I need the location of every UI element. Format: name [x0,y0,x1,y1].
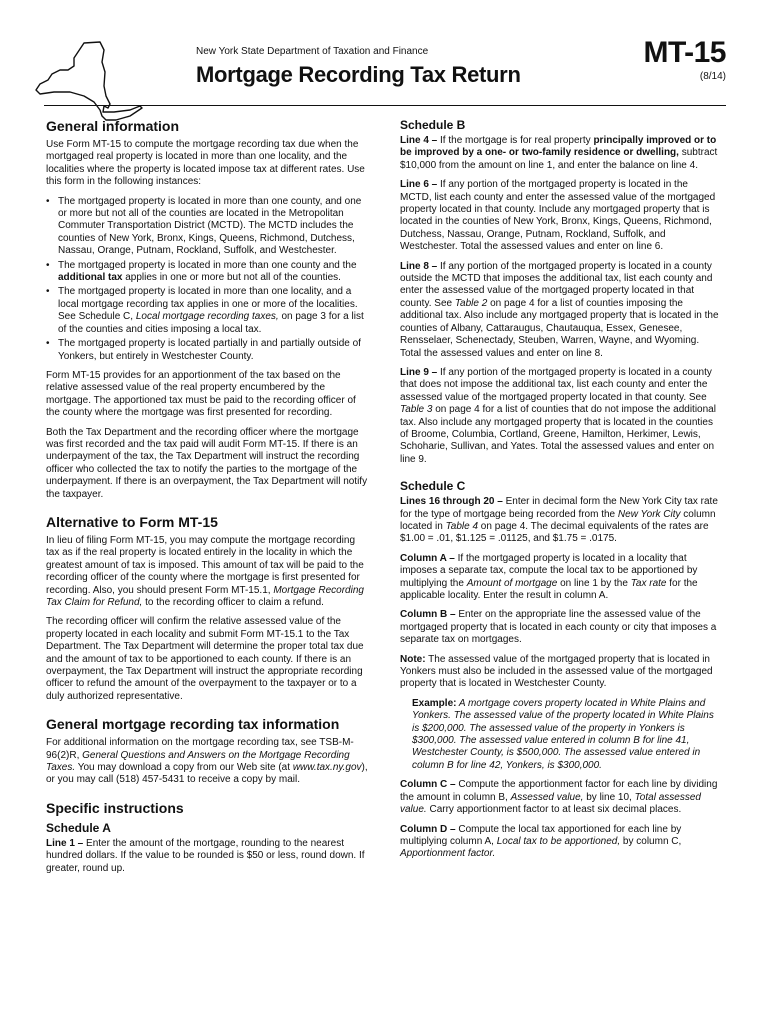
line-8-instruction: Line 8 – If any portion of the mortgaged property is located in a county outside the MCTD that imposes the additional tax, list each county and enter the assessed value of the mortgaged property located in that county. See Table 2 on page 4 for a list of counties imposing the additional tax. Also include any mortgaged property that is located in the counties of Albany, Cattaraugus, Chautauqua, Essex, Genesee, Rensselaer, Schenectady, Steuben, Warren, Wayne, and Wyoming. Total the assessed values and enter on line 8. [400,260,719,359]
new-york-state-map-icon [34,40,144,122]
gmrt-heading: General mortgage recording tax information [46,716,340,733]
schedule-c-heading: Schedule C [400,479,466,494]
schedule-b-heading: Schedule B [400,118,466,132]
form-revision: (8/14) [699,71,726,82]
alternative-paragraph-1: In lieu of filing Form MT-15, you may compute the mortgage recording tax as if the real property is located entirely in the locality in which the greatest amount of tax is imposed. This amount of tax will be paid to the recording officer of the county where the mortgage is first presented for recording. Also, you should present Form MT-15.1, Mortgage Recording Tax Claim for Refund, to the recording officer to claim a refund. [46,534,364,608]
header-divider [44,105,726,106]
department-name: New York State Department of Taxation and Finance [196,46,429,57]
general-apportionment-paragraph: Form MT-15 provides for an apportionment of the tax based on the relative assessed value of the real property encumbered by the mortgage. The apportioned tax must be paid to the recording officer of the county where the mortgage was first presented for recording. [46,369,356,419]
line-4-instruction: Line 4 – If the mortgage is for real property principally improved or to be improved by a one- or two-family residence or dwelling, subtract $10,000 from the amount on line 1, and enter the balance on line 4. [400,135,718,171]
instance-mctd: • The mortgaged property is located in more than one county, and one or more but not all of the counties are located in the Metropolitan Commuter Transportation District (MCTD). The MCTD includes the counties of New York, Bronx, Kings, Queens, Richmond, Dutchess, Nassau, Orange, Putnam, Rockland, Suffolk, and Westchester. [46,196,368,258]
website-link[interactable]: www.tax.ny.gov [292,762,362,774]
specific-instructions-heading: Specific instructions [46,799,184,816]
form-title: Mortgage Recording Tax Return [196,62,521,87]
instance-additional-tax: • The mortgaged property is located in more than one county and the additional tax applies in one or more but not all of the counties. [46,260,368,285]
instances-list [46,196,368,363]
column-a-instruction: Column A – If the mortgaged property is located in a locality that imposes a separate tax, compute the local tax to be apportioned by multiplying the Amount of mortgage on line 1 by the Tax rate for the applicable locality. Enter the result in column A. [400,552,698,601]
general-information-heading: General information [46,118,180,134]
column-d-instruction: Column D – Compute the local tax apportioned for each line by multiplying column A, Local tax to be apportioned, by column C, Apportionment factor. [400,823,682,860]
alternative-heading: Alternative to Form MT-15 [46,513,218,530]
line-6-instruction: Line 6 – If any portion of the mortgaged property is located in the MCTD, list each county and enter the assessed value of the mortgaged property located in that county. Include any mortgaged property that is located in the counties of New York, Bronx, Kings, Queens, Richmond, Dutchess, Nassau, Orange, Putnam, Rockland, Suffolk, and Westchester. Total the assessed values and enter on line 6. [400,179,716,253]
instance-yonkers: • The mortgaged property is located partially in and partially outside of Yonkers, but entirely in Westchester County. [46,338,368,363]
yonkers-note: Note: The assessed value of the mortgaged property that is located in Yonkers must also be included in the assessed value of the mortgaged property that is located in Westchester County. [400,653,713,690]
line-9-instruction: Line 9 – If any portion of the mortgaged property is located in a county that does not impose the additional tax, list each county and enter the assessed value of the mortgaged property located in that county. See Table 3 on page 4 for a list of counties that do not impose the additional tax. Also include any mortgaged property that is located in the counties of Broome, Columbia, Cortland, Greene, Hamilton, Herkimer, Lewis, Schoharie, Sullivan, and Yates. Total the assessed values and enter on line 9. [400,366,716,465]
gmrt-paragraph: For additional information on the mortgage recording tax, see TSB-M-96(2)R, General Questions and Answers on the Mortgage Recording Taxes. You may download a copy from our Web site (at www.tax.ny.gov), or you may call (518) 457-5431 to receive a copy by mail. [46,737,368,786]
line-1-instruction: Line 1 – Enter the amount of the mortgage, rounding to the nearest hundred dollars. If the value to be rounded is $50 or less, round down. If greater, round up. [46,837,365,874]
column-c-instruction: Column C – Compute the apportionment factor for each line by dividing the amount in column B, Assessed value, by line 10, Total assessed value. Carry apportionment factor to at least six decimal places. [400,779,718,816]
general-intro: Use Form MT-15 to compute the mortgage recording tax due when the mortgaged real property is located in more than one locality, and the localities where the property is located impose tax at different rates. Use this form in the following instances: [46,139,365,188]
instance-local-tax: • The mortgaged property is located in more than one locality, and a local mortgage recording tax applies in one or more of the localities. See Schedule C, Local mortgage recording taxes, on page 3 for a list of the counties and cities imposing a local tax. [46,286,368,336]
lines-16-20-instruction: Lines 16 through 20 – Enter in decimal form the New York City tax rate for the type of mortgage being recorded from the New York City column located in Table 4 on page 4. The decimal equivalents of the rates are $1.00 = .01, $1.125 = .01125, and $1.75 = .0175. [400,496,718,545]
form-number: MT-15 [643,36,726,69]
column-b-instruction: Column B – Enter on the appropriate line the assessed value of the mortgaged property that is located in each county or city that imposes a separate tax on mortgages. [400,609,717,646]
alternative-paragraph-2: The recording officer will confirm the relative assessed value of the property located in each locality and submit Form MT-15.1 to the Tax Department. The Tax Department will determine the proper total tax due and the amount of tax to be apportioned to each county. If there is an overpayment, the Tax Department will instruct the appropriate recording officer to refund the amount of the overpayment to the taxpayer or to a duly authorized representative. [46,616,364,702]
right-column [400,118,722,868]
example-paragraph: Example: A mortgage covers property located in White Plains and Yonkers. The assessed value of the property located in White Plains is $200,000. The assessed value of the property in Yonkers is $300,000. The assessed value entered in column B for line 41, Westchester County, is $500,000. The assessed value entered in column B for line 42, Yonkers, is $300,000. [412,697,714,771]
general-audit-paragraph: Both the Tax Department and the recording officer where the mortgage was first recorded and the tax paid will audit Form MT-15. If there is an underpayment of the tax, the Tax Department will instruct the recording officer who collected the tax to notify the parties to the mortgage of the underpayment. If there is an overpayment, the Tax Department will notify the taxpayer. [46,426,368,500]
schedule-a-heading: Schedule A [46,820,111,835]
left-column [46,118,368,882]
